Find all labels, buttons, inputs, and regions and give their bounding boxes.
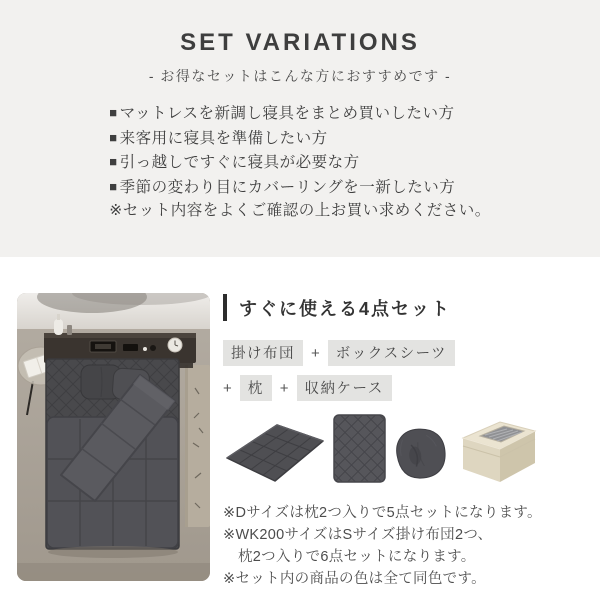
component-row (223, 340, 455, 366)
caution-note: ※セット内容をよくご確認の上お買い求めください。 (109, 202, 491, 219)
list-item (109, 150, 491, 175)
tag-comforter: 掛け布団 (223, 340, 303, 366)
plus-sign: + (279, 379, 289, 397)
component-row (223, 375, 392, 401)
heading-accent-bar (223, 294, 227, 321)
set-heading (223, 294, 585, 321)
tag-pillow: 枕 (240, 375, 272, 401)
set-variations-section (0, 0, 600, 257)
list-item-text: 来客用に寝具を準備したい方 (119, 129, 328, 147)
square-bullet-icon: ■ (109, 154, 118, 169)
list-item (109, 126, 491, 151)
page-subtitle: - お得なセットはこんな方におすすめです - (148, 68, 452, 84)
tag-box-sheet: ボックスシーツ (328, 340, 455, 366)
bed-photo-illustration (17, 293, 210, 581)
set-components (223, 340, 585, 401)
storage-case-icon (455, 412, 541, 484)
page-title: SET VARIATIONS (180, 29, 420, 56)
set-notes (223, 502, 585, 590)
comforter-icon (223, 414, 327, 484)
plus-sign: + (223, 379, 232, 397)
pillow-icon (392, 422, 450, 484)
recommendation-list (109, 101, 491, 223)
set-detail-section (0, 257, 600, 600)
square-bullet-icon: ■ (109, 105, 118, 120)
plus-sign: + (311, 344, 320, 362)
note-line: ※Dサイズは枕2つ入りで5点セットになります。 (223, 505, 542, 521)
note-line: 枕2つ入りで6点セットになります。 (238, 549, 476, 565)
product-thumbnails (223, 412, 585, 484)
box-sheet-icon (332, 413, 387, 484)
list-item-text: マットレスを新調し寝具をまとめ買いしたい方 (119, 105, 455, 122)
tag-storage-case: 収納ケース (297, 375, 392, 401)
set-info-column (223, 294, 585, 590)
note-line: ※WK200サイズはSサイズ掛け布団2つ、 (223, 527, 493, 543)
square-bullet-icon: ■ (109, 129, 118, 145)
list-item-text: 引っ越しですぐに寝具が必要な方 (119, 154, 360, 171)
bed-photo (17, 293, 210, 581)
set-heading-text: すぐに使える4点セット (239, 298, 452, 319)
square-bullet-icon: ■ (109, 178, 118, 194)
note-line: ※セット内の商品の色は全て同色です。 (223, 571, 486, 587)
list-item (109, 101, 491, 126)
list-item-text: 季節の変わり目にカバーリングを一新したい方 (119, 178, 456, 196)
list-item (109, 175, 491, 200)
